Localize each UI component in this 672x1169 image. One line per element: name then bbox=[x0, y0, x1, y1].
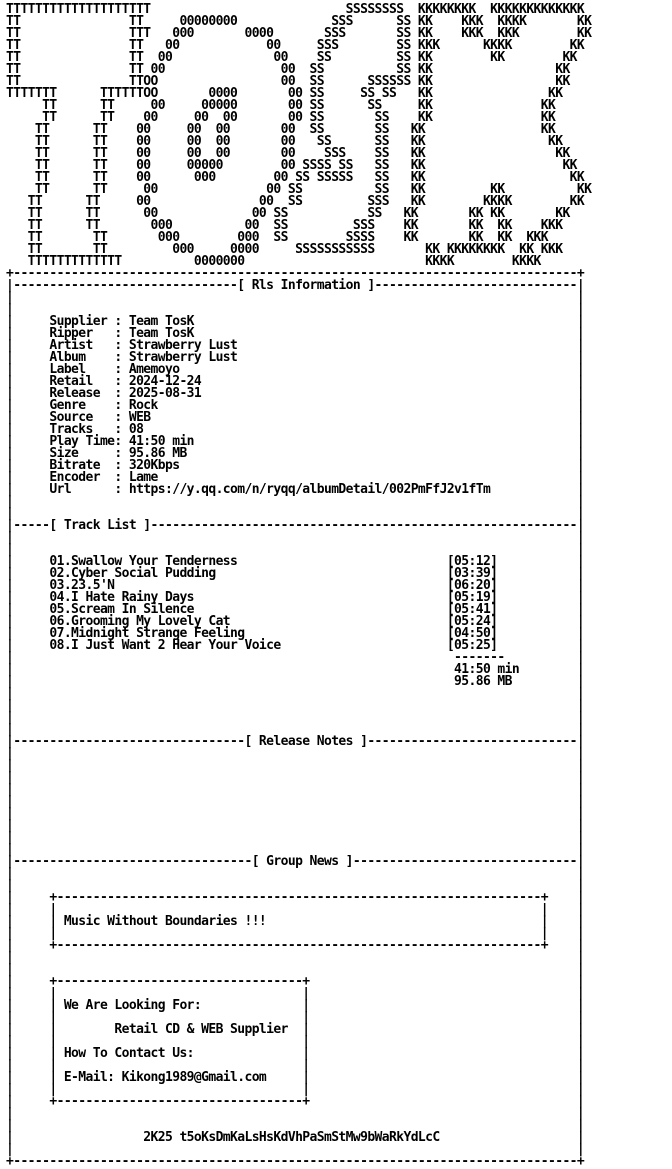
nfo-line: |-------------------------------[ Rls Information ]----------------------------| bbox=[6, 278, 585, 293]
nfo-line: | ------- | bbox=[6, 650, 585, 665]
nfo-line: |-----[ Track List ]-----------------------------------------------------------| bbox=[6, 518, 585, 533]
nfo-line: | | bbox=[6, 494, 585, 509]
nfo-line: | | | | bbox=[6, 1058, 585, 1073]
nfo-line: +------------------------------------------------------------------------------+ bbox=[6, 1154, 585, 1169]
nfo-line: | | bbox=[6, 722, 585, 737]
nfo-line: TT TT 00 00 00 00 SS SS KK KK bbox=[6, 122, 556, 137]
nfo-line: | | bbox=[6, 950, 585, 965]
nfo-line: TT TT 00 00 SS SS KK KK KK KK bbox=[6, 206, 570, 221]
nfo-line: TT TT 000 0000 SSSSSSSSSSS KK KKKKKKKK KK KKK bbox=[6, 242, 563, 257]
nfo-line: | | bbox=[6, 710, 585, 725]
nfo-line: | | bbox=[6, 962, 585, 977]
nfo-line: TT TT 00 000 00 SS SSSSS SS KK KK bbox=[6, 170, 585, 185]
nfo-line: | Bitrate : 320Kbps | bbox=[6, 458, 585, 473]
nfo-line: | Retail : 2024-12-24 | bbox=[6, 374, 585, 389]
nfo-line: | Supplier : Team TosK | bbox=[6, 314, 585, 329]
nfo-line: TT TTT 000 0000 SSS SS KK KKK KKK KK bbox=[6, 26, 592, 41]
nfo-line: TT TT 000 00 SS SSS KK KK KK KKK bbox=[6, 218, 563, 233]
nfo-line: TT TT 00 00000 00 SSSS SS SS KK KK bbox=[6, 158, 577, 173]
nfo-line: | | E-Mail: Kikong1989@Gmail.com | | bbox=[6, 1070, 585, 1085]
nfo-line: TT TTOO 00 SS SSSSSS KK KK bbox=[6, 74, 570, 89]
nfo-line: | 2K25 t5oKsDmKaLsHsKdVhPaSmStMw9bWaRkYdLcC | bbox=[6, 1130, 585, 1145]
nfo-line: | Genre : Rock | bbox=[6, 398, 585, 413]
nfo-line: | | How To Contact Us: | | bbox=[6, 1046, 585, 1061]
nfo-line: | Artist : Strawberry Lust | bbox=[6, 338, 585, 353]
nfo-line: | | bbox=[6, 782, 585, 797]
nfo-line: TTTTTTTTTTTTTTTTTTTT SSSSSSSS KKKKKKKK KKKKKKKKKKKKK bbox=[6, 2, 585, 17]
nfo-line: | 02.Cyber Social Pudding [03:39] | bbox=[6, 566, 585, 581]
nfo-line: |--------------------------------[ Release Notes ]-----------------------------| bbox=[6, 734, 585, 749]
nfo-line: | 07.Midnight Strange Feeling [04:50] | bbox=[6, 626, 585, 641]
nfo-line: TT TT 00000000 SSS SS KK KKK KKKK KK bbox=[6, 14, 592, 29]
nfo-line: | | bbox=[6, 1106, 585, 1121]
nfo-line: | | bbox=[6, 830, 585, 845]
nfo-line: | Release : 2025-08-31 | bbox=[6, 386, 585, 401]
nfo-line: TT TT 00 00 SS SS KK KK KK bbox=[6, 50, 577, 65]
nfo-line: | Source : WEB | bbox=[6, 410, 585, 425]
nfo-line: | +-------------------------------------------------------------------+ | bbox=[6, 890, 585, 905]
nfo-line: | | | | bbox=[6, 926, 585, 941]
nfo-line: | Tracks : 08 | bbox=[6, 422, 585, 437]
nfo-line: | | bbox=[6, 842, 585, 857]
nfo-line: | | | | bbox=[6, 986, 585, 1001]
nfo-line: | | bbox=[6, 818, 585, 833]
nfo-line: | | bbox=[6, 698, 585, 713]
nfo-line: | | bbox=[6, 806, 585, 821]
nfo-line: | | We Are Looking For: | | bbox=[6, 998, 585, 1013]
nfo-line: | | bbox=[6, 506, 585, 521]
nfo-line: | 08.I Just Want 2 Hear Your Voice [05:25] | bbox=[6, 638, 585, 653]
nfo-line: TTTTTTT TTTTTTOO 0000 00 SS SS SS KK KK bbox=[6, 86, 563, 101]
nfo-line: | 41:50 min | bbox=[6, 662, 585, 677]
nfo-line: | | bbox=[6, 1118, 585, 1133]
nfo-line: | | bbox=[6, 1142, 585, 1157]
nfo-line: | | | | bbox=[6, 1010, 585, 1025]
nfo-line: | +----------------------------------+ | bbox=[6, 974, 585, 989]
nfo-line: | Ripper : Team TosK | bbox=[6, 326, 585, 341]
nfo-line: TT TT 00 00 00 00 SS SS KK KK bbox=[6, 110, 556, 125]
nfo-line: | Url : https://y.qq.com/n/ryqq/albumDetail/002PmFfJ2v1fTm | bbox=[6, 482, 585, 497]
nfo-line: | | Retail CD & WEB Supplier | | bbox=[6, 1022, 585, 1037]
nfo-line: | Size : 95.86 MB | bbox=[6, 446, 585, 461]
nfo-line: | 03.23.5'N [06:20] | bbox=[6, 578, 585, 593]
nfo-line: | Play Time: 41:50 min | bbox=[6, 434, 585, 449]
nfo-line: | 01.Swallow Your Tenderness [05:12] | bbox=[6, 554, 585, 569]
nfo-line: | 95.86 MB | bbox=[6, 674, 585, 689]
nfo-line: TT TT 00 00 SS SS KK KK KK bbox=[6, 182, 592, 197]
nfo-line: TT TT 00 00 SS SSS KK KKKK KK bbox=[6, 194, 585, 209]
nfo-line: | | Music Without Boundaries !!! | | bbox=[6, 914, 585, 929]
nfo-line: | | bbox=[6, 866, 585, 881]
nfo-line: | 05.Scream In Silence [05:41] | bbox=[6, 602, 585, 617]
nfo-line: | 06.Grooming My Lovely Cat [05:24] | bbox=[6, 614, 585, 629]
nfo-line: |---------------------------------[ Group News ]-------------------------------| bbox=[6, 854, 585, 869]
nfo-line: | | bbox=[6, 290, 585, 305]
nfo-line: | 04.I Hate Rainy Days [05:19] | bbox=[6, 590, 585, 605]
nfo-line: TT TT 00 00 SS SS KK KK bbox=[6, 62, 570, 77]
nfo-line: | +-------------------------------------------------------------------+ | bbox=[6, 938, 585, 953]
nfo-line: | | bbox=[6, 746, 585, 761]
nfo-line: | | | | bbox=[6, 902, 585, 917]
nfo-line: | | bbox=[6, 770, 585, 785]
nfo-line: TT TT 00 00 00 00 SSS SS KK KK bbox=[6, 146, 570, 161]
nfo-line: | Album : Strawberry Lust | bbox=[6, 350, 585, 365]
nfo-line: | | | | bbox=[6, 1034, 585, 1049]
nfo-line: | | bbox=[6, 542, 585, 557]
nfo-line: | | bbox=[6, 878, 585, 893]
nfo-line: TT TT 00 00 00 00 SS SS KK KK bbox=[6, 134, 563, 149]
nfo-line: | | bbox=[6, 530, 585, 545]
nfo-line: | | bbox=[6, 758, 585, 773]
nfo-line: TT TT 00 00 SSS SS KKK KKKK KK bbox=[6, 38, 585, 53]
nfo-line: TT TT 00 00000 00 SS SS KK KK bbox=[6, 98, 556, 113]
nfo-line: | | bbox=[6, 794, 585, 809]
nfo-line: TTTTTTTTTTTTT 0000000 KKKK KKKK bbox=[6, 254, 541, 269]
nfo-line: | | bbox=[6, 302, 585, 317]
nfo-line: | +----------------------------------+ | bbox=[6, 1094, 585, 1109]
nfo-line: TT TT 000 000 SS SSSS KK KK KK KKK bbox=[6, 230, 549, 245]
nfo-line: | | | | bbox=[6, 1082, 585, 1097]
nfo-line: | Label : Amemoyo | bbox=[6, 362, 585, 377]
nfo-line: | Encoder : Lame | bbox=[6, 470, 585, 485]
nfo-line: | | bbox=[6, 686, 585, 701]
nfo-line: +------------------------------------------------------------------------------+ bbox=[6, 266, 585, 281]
